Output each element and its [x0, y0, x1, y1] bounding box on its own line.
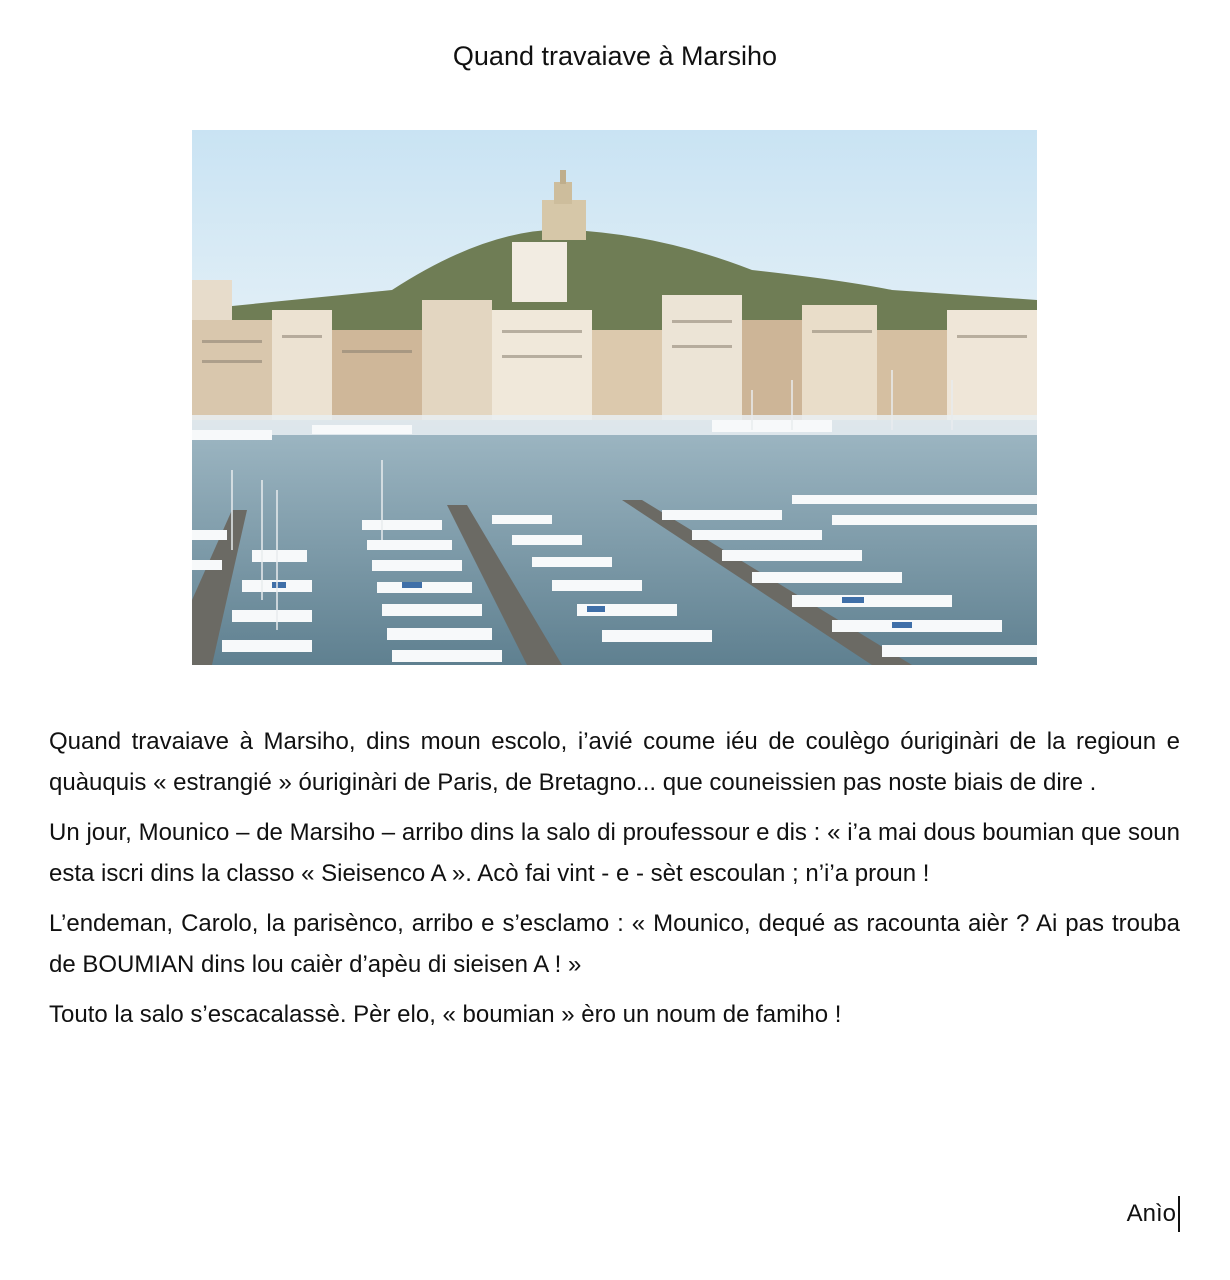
paragraph: L’endeman, Carolo, la parisènco, arribo e s’esclamo : « Mounico, dequé as racounta aièr ? Ai pas trouba de BOUMIAN dins lou caièr d’apèu di sieisen A ! »: [49, 910, 1180, 978]
document-title: Quand travaiave à Marsiho: [452, 41, 778, 71]
paragraph: Un jour, Mounico – de Marsiho – arribo dins la salo di proufessour e dis : « i’a mai dous boumian que soun esta iscri dins la classo « Sieisenco A ». Acò fai vint - e - sèt escoulan ; n’i’a proun !: [49, 819, 1180, 887]
paragraph: Touto la salo s’escacalassè. Pèr elo, « boumian » èro un noum de famiho !: [49, 1001, 842, 1028]
body-text: [49, 722, 1180, 1046]
harbour-photo: [192, 130, 1037, 665]
paragraph: Quand travaiave à Marsiho, dins moun escolo, i’avié coume iéu de coulègo óuriginàri de la regioun e quàuquis « estrangié » óuriginàri de Paris, de Bretagno... que couneissien pas noste biais de dire .: [49, 728, 1180, 796]
signature[interactable]: Anìo: [1127, 1196, 1180, 1232]
